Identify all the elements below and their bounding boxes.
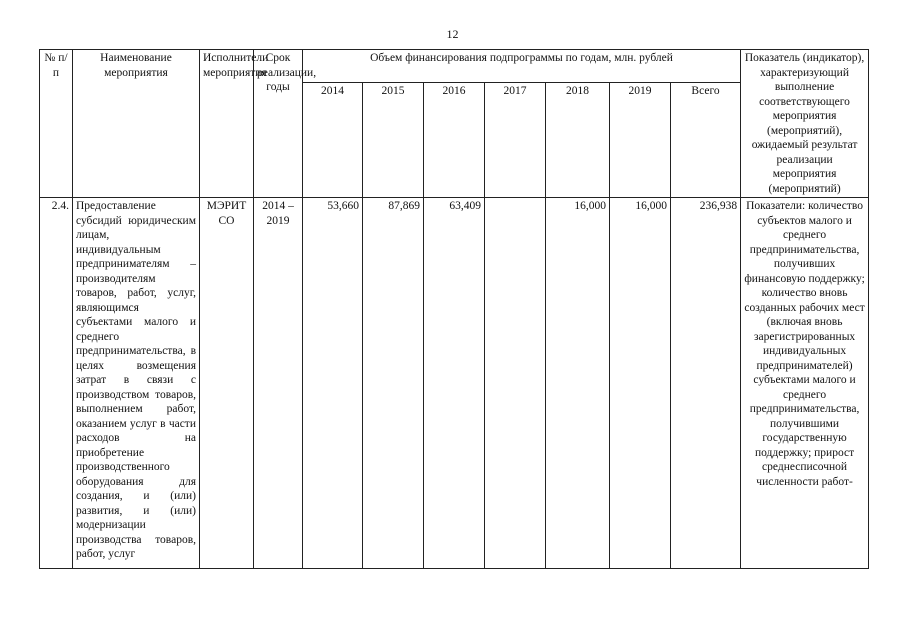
header-term: Срок реализации, годы: [254, 50, 303, 198]
row-executors: МЭРИТ СО: [200, 198, 254, 569]
header-year-2018: 2018: [546, 83, 610, 198]
header-year-2016: 2016: [424, 83, 485, 198]
header-indicator: Показатель (индикатор), характеризующий выполнение соответствующего мероприятия (мероприятий), ожидаемый результат реализации мероприятия (мероприятий): [741, 50, 869, 198]
financing-table: [39, 49, 869, 569]
row-name: Предоставление субсидий юридическим лицам, индивидуальным предпринимателям – производителям товаров, работ, услуг, являющимся субъектами малого и среднего предпринимательства, в целях возмещения затрат в связи с производством товаров, выполнением работ, оказанием услуг в части расходов на приобретение производственного оборудования для создания, и (или) развития, и (или) модернизации производства товаров, работ, услуг: [73, 198, 200, 569]
row-value-2016: 63,409: [424, 198, 485, 569]
table-row: [40, 198, 869, 569]
header-financing-group: Объем финансирования подпрограммы по годам, млн. рублей: [303, 50, 741, 83]
header-year-2014: 2014: [303, 83, 363, 198]
row-num: 2.4.: [40, 198, 73, 569]
row-value-2014: 53,660: [303, 198, 363, 569]
row-value-2017: [485, 198, 546, 569]
header-year-2015: 2015: [363, 83, 424, 198]
page-number: 12: [446, 27, 459, 41]
table-header: [40, 50, 869, 198]
row-value-2015: 87,869: [363, 198, 424, 569]
row-value-2018: 16,000: [546, 198, 610, 569]
header-year-2017: 2017: [485, 83, 546, 198]
header-num: № п/п: [40, 50, 73, 198]
header-year-2019: 2019: [610, 83, 671, 198]
row-value-total: 236,938: [671, 198, 741, 569]
header-name: Наименование мероприятия: [73, 50, 200, 198]
row-value-2019: 16,000: [610, 198, 671, 569]
header-total: Всего: [671, 83, 741, 198]
header-executors: Исполнители мероприятия: [200, 50, 254, 198]
row-term: 2014 – 2019: [254, 198, 303, 569]
row-indicator: Показатели: количество субъектов малого и среднего предпринимательства, получивших финансовую поддержку; количество вновь созданных рабочих мест (включая вновь зарегистрированных индивидуальных предпринимателей) субъектами малого и среднего предпринимательства, получившими государственную поддержку; прирост среднесписочной численности работ-: [741, 198, 869, 569]
